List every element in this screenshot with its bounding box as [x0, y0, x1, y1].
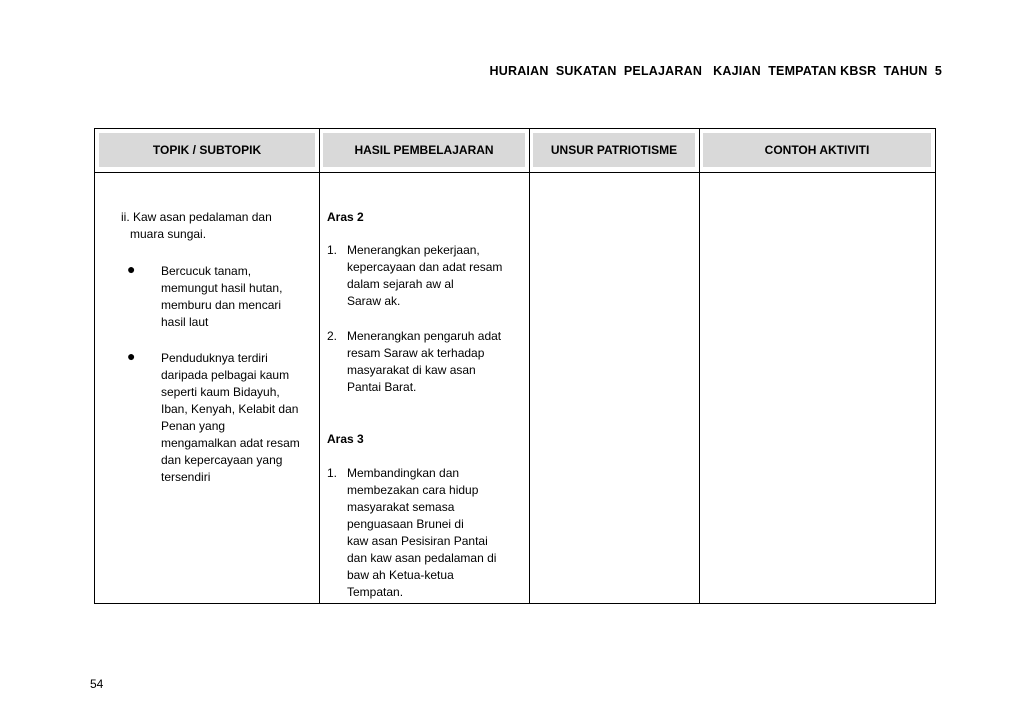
- column-header-unsur-label: UNSUR PATRIOTISME: [550, 143, 678, 157]
- list-item-number: 2.: [327, 329, 338, 343]
- column-header-hasil: [319, 129, 529, 171]
- list-item: hasil laut: [161, 315, 209, 329]
- cell-contoh-aktiviti: [699, 173, 935, 603]
- list-item: Menerangkan pengaruh adat: [347, 329, 502, 343]
- subtopic-title: ii. Kaw asan pedalaman dan: [121, 210, 272, 224]
- list-item: Penduduknya terdiri: [161, 351, 268, 365]
- column-header-contoh-label: CONTOH AKTIVITI: [764, 143, 870, 157]
- aras-label: Aras 3: [327, 432, 364, 446]
- cell-topik: [95, 173, 319, 603]
- column-header-topik: [95, 129, 319, 171]
- list-item: masyarakat semasa: [347, 500, 455, 514]
- list-item: membezakan cara hidup: [347, 483, 479, 497]
- list-item: kaw asan Pesisiran Pantai: [347, 534, 488, 548]
- cell-unsur-patriotisme: [529, 173, 699, 603]
- list-item: Tempatan.: [347, 585, 404, 599]
- bullet-icon: ●: [127, 348, 136, 364]
- list-item: seperti kaum Bidayuh,: [161, 385, 280, 399]
- column-header-unsur: [529, 129, 699, 171]
- list-item: baw ah Ketua-ketua: [347, 568, 454, 582]
- list-item: mengamalkan adat resam: [161, 436, 300, 450]
- list-item: Bercucuk tanam,: [161, 264, 252, 278]
- list-item: dalam sejarah aw al: [347, 277, 454, 291]
- table-header-row: [95, 129, 935, 173]
- list-item: Membandingkan dan: [347, 466, 460, 480]
- aras-label: Aras 2: [327, 210, 364, 224]
- document-header-title: HURAIAN SUKATAN PELAJARAN KAJIAN TEMPATAN KBSR TAHUN 5: [489, 64, 942, 78]
- column-header-topik-label: TOPIK / SUBTOPIK: [152, 143, 262, 157]
- list-item: memungut hasil hutan,: [161, 281, 283, 295]
- subtopic-title: muara sungai.: [130, 227, 207, 241]
- column-header-hasil-label: HASIL PEMBELAJARAN: [354, 143, 494, 157]
- page-number: 54: [90, 677, 104, 691]
- list-item: daripada pelbagai kaum: [161, 368, 290, 382]
- list-item: dan kaw asan pedalaman di: [347, 551, 497, 565]
- list-item: Penan yang: [161, 419, 226, 433]
- cell-hasil-pembelajaran: [319, 173, 529, 603]
- list-item: Saraw ak.: [347, 294, 401, 308]
- list-item-number: 1.: [327, 466, 338, 480]
- list-item: memburu dan mencari: [161, 298, 282, 312]
- list-item-number: 1.: [327, 243, 338, 257]
- list-item: tersendiri: [161, 470, 211, 484]
- list-item: Menerangkan pekerjaan,: [347, 243, 480, 257]
- list-item: penguasaan Brunei di: [347, 517, 464, 531]
- list-item: kepercayaan dan adat resam: [347, 260, 503, 274]
- syllabus-table: [94, 128, 936, 604]
- list-item: Pantai Barat.: [347, 380, 417, 394]
- bullet-icon: ●: [127, 261, 136, 277]
- list-item: Iban, Kenyah, Kelabit dan: [161, 402, 299, 416]
- list-item: masyarakat di kaw asan: [347, 363, 476, 377]
- column-header-contoh: [699, 129, 935, 171]
- list-item: resam Saraw ak terhadap: [347, 346, 485, 360]
- list-item: dan kepercayaan yang: [161, 453, 283, 467]
